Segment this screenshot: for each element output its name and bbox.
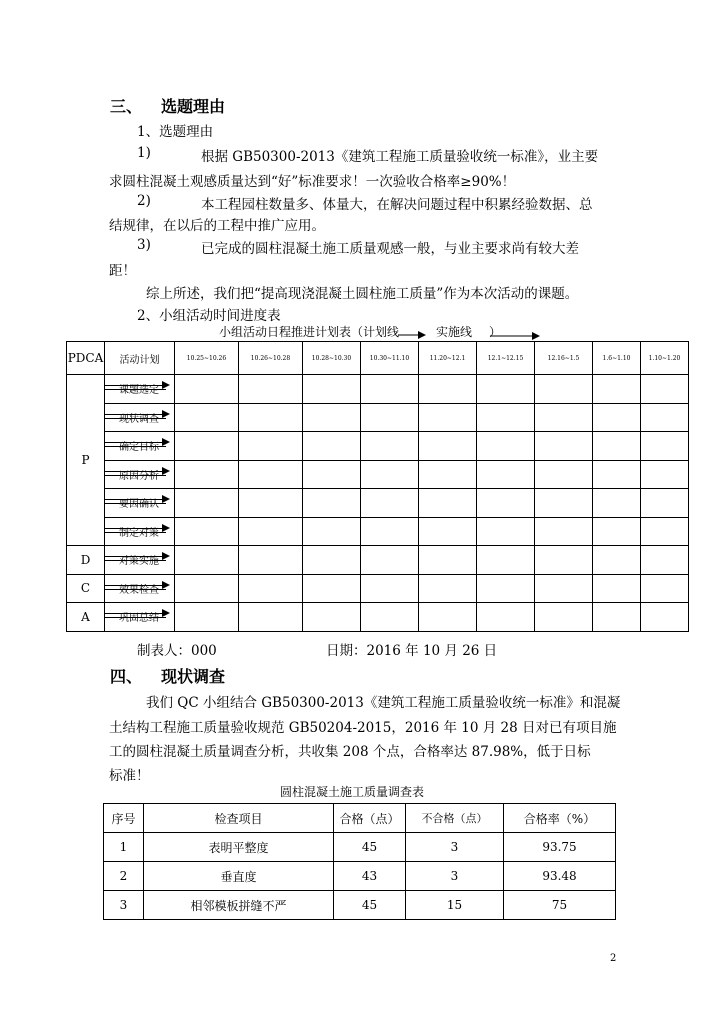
cell-item: 表明平整度 — [144, 833, 334, 862]
task-cell — [105, 403, 175, 432]
cell-pass: 45 — [334, 891, 406, 920]
task-label: 对策实施 — [119, 556, 159, 568]
task-cell — [105, 489, 175, 518]
legend-close: ） — [489, 325, 502, 339]
cell-rate: 93.75 — [504, 833, 616, 862]
item1-text-b: 求圆柱混凝土观感质量达到“好”标准要求！一次验收合格率≥90%！ — [109, 174, 516, 190]
header-period: 1.10~1.20 — [641, 342, 689, 375]
task-cell — [105, 517, 175, 546]
task-cell — [105, 546, 175, 575]
phase-d: D — [67, 546, 105, 575]
task-cell — [105, 460, 175, 489]
cell-rate: 75 — [504, 891, 616, 920]
task-label: 课题选定 — [119, 385, 159, 397]
header-period: 11.20~12.1 — [419, 342, 477, 375]
item3-text-a: 已完成的圆柱混凝土施工质量观感一般，与业主要求尚有较大差 — [201, 241, 579, 257]
page-number: 2 — [610, 953, 617, 964]
quality-table — [103, 803, 616, 920]
subheading-reason: 1、选题理由 — [137, 124, 214, 140]
task-label: 效果检查 — [119, 584, 159, 596]
table-row — [104, 891, 616, 920]
quality-header-rate: 合格率（%） — [504, 804, 616, 833]
task-label: 巩固总结 — [119, 613, 159, 625]
task-label: 要因确认 — [119, 499, 159, 511]
item3-text-b: 距！ — [109, 263, 136, 279]
quality-header-item: 检查项目 — [144, 804, 334, 833]
task-label: 原因分析 — [119, 470, 159, 482]
table-row — [104, 862, 616, 891]
cell-fail: 15 — [406, 891, 504, 920]
task-cell — [105, 375, 175, 404]
section4-para-a: 我们 QC 小组结合 GB50300-2013《建筑工程施工质量验收统一标准》和混凝 — [146, 695, 621, 711]
cell-fail: 3 — [406, 833, 504, 862]
cell-item: 垂直度 — [144, 862, 334, 891]
task-cell — [105, 603, 175, 632]
header-period: 10.28~10.30 — [303, 342, 361, 375]
task-label: 制定对策 — [119, 527, 159, 539]
task-cell — [105, 574, 175, 603]
header-period: 12.16~1.5 — [535, 342, 593, 375]
cell-index: 1 — [104, 833, 144, 862]
section3-heading: 选题理由 — [161, 97, 226, 116]
item2-number: 2) — [137, 193, 151, 209]
phase-a: A — [67, 603, 105, 632]
cell-fail: 3 — [406, 862, 504, 891]
header-period: 10.26~10.28 — [239, 342, 303, 375]
table-row — [104, 833, 616, 862]
header-activity: 活动计划 — [105, 342, 175, 375]
quality-header-fail: 不合格（点） — [406, 804, 504, 833]
task-label: 确定目标 — [119, 442, 159, 454]
item2-text-b: 结规律，在以后的工程中推广应用。 — [109, 218, 325, 234]
schedule-legend-arrows — [398, 324, 548, 340]
cell-index: 2 — [104, 862, 144, 891]
header-period: 1.6~1.10 — [593, 342, 641, 375]
schedule-table — [66, 341, 689, 632]
quality-header-pass: 合格（点） — [334, 804, 406, 833]
summary-text: 综上所述，我们把“提高现浇混凝土圆柱施工质量”作为本次活动的课题。 — [146, 286, 579, 302]
cell-item: 相邻模板拼缝不严 — [144, 891, 334, 920]
section4-para-c: 工的圆柱混凝土质量调查分析，共收集 208 个点，合格率达 87.98%，低于日标 — [109, 744, 591, 760]
header-period: 10.25~10.26 — [175, 342, 239, 375]
cell-index: 3 — [104, 891, 144, 920]
item2-text-a: 本工程园柱数量多、体量大，在解决问题过程中积累经验数据、总 — [201, 197, 593, 213]
cell-pass: 45 — [334, 833, 406, 862]
phase-p: P — [67, 375, 105, 546]
phase-c: C — [67, 574, 105, 603]
section3-number: 三、 — [110, 97, 143, 116]
task-label: 现状调查 — [119, 413, 159, 425]
section4-para-d: 标准！ — [109, 768, 150, 784]
quality-header-index: 序号 — [104, 804, 144, 833]
schedule-title: 小组活动日程推进计划表（计划线 — [219, 325, 400, 339]
item1-text-a: 根据 GB50300-2013《建筑工程施工质量验收统一标准》，业主要 — [201, 149, 599, 165]
table-maker: 制表人：000 — [137, 643, 217, 659]
header-period: 12.1~12.15 — [477, 342, 535, 375]
item1-number: 1) — [137, 145, 151, 161]
cell-rate: 93.48 — [504, 862, 616, 891]
section4-number: 四、 — [110, 667, 143, 686]
task-cell — [105, 432, 175, 461]
legend-actual-label: 实施线 — [436, 325, 473, 339]
section4-heading: 现状调查 — [161, 667, 226, 686]
header-period: 10.30~11.10 — [361, 342, 419, 375]
quality-table-title: 圆柱混凝土施工质量调查表 — [280, 785, 425, 799]
item3-number: 3) — [137, 237, 151, 253]
subheading-schedule: 2、小组活动时间进度表 — [137, 308, 281, 324]
cell-pass: 43 — [334, 862, 406, 891]
section4-para-b: 土结构工程施工质量验收规范 GB50204-2015，2016 年 10 月 28 日对已有项目施 — [109, 720, 617, 736]
table-date: 日期：2016 年 10 月 26 日 — [326, 643, 498, 659]
header-pdca: PDCA — [67, 342, 105, 375]
